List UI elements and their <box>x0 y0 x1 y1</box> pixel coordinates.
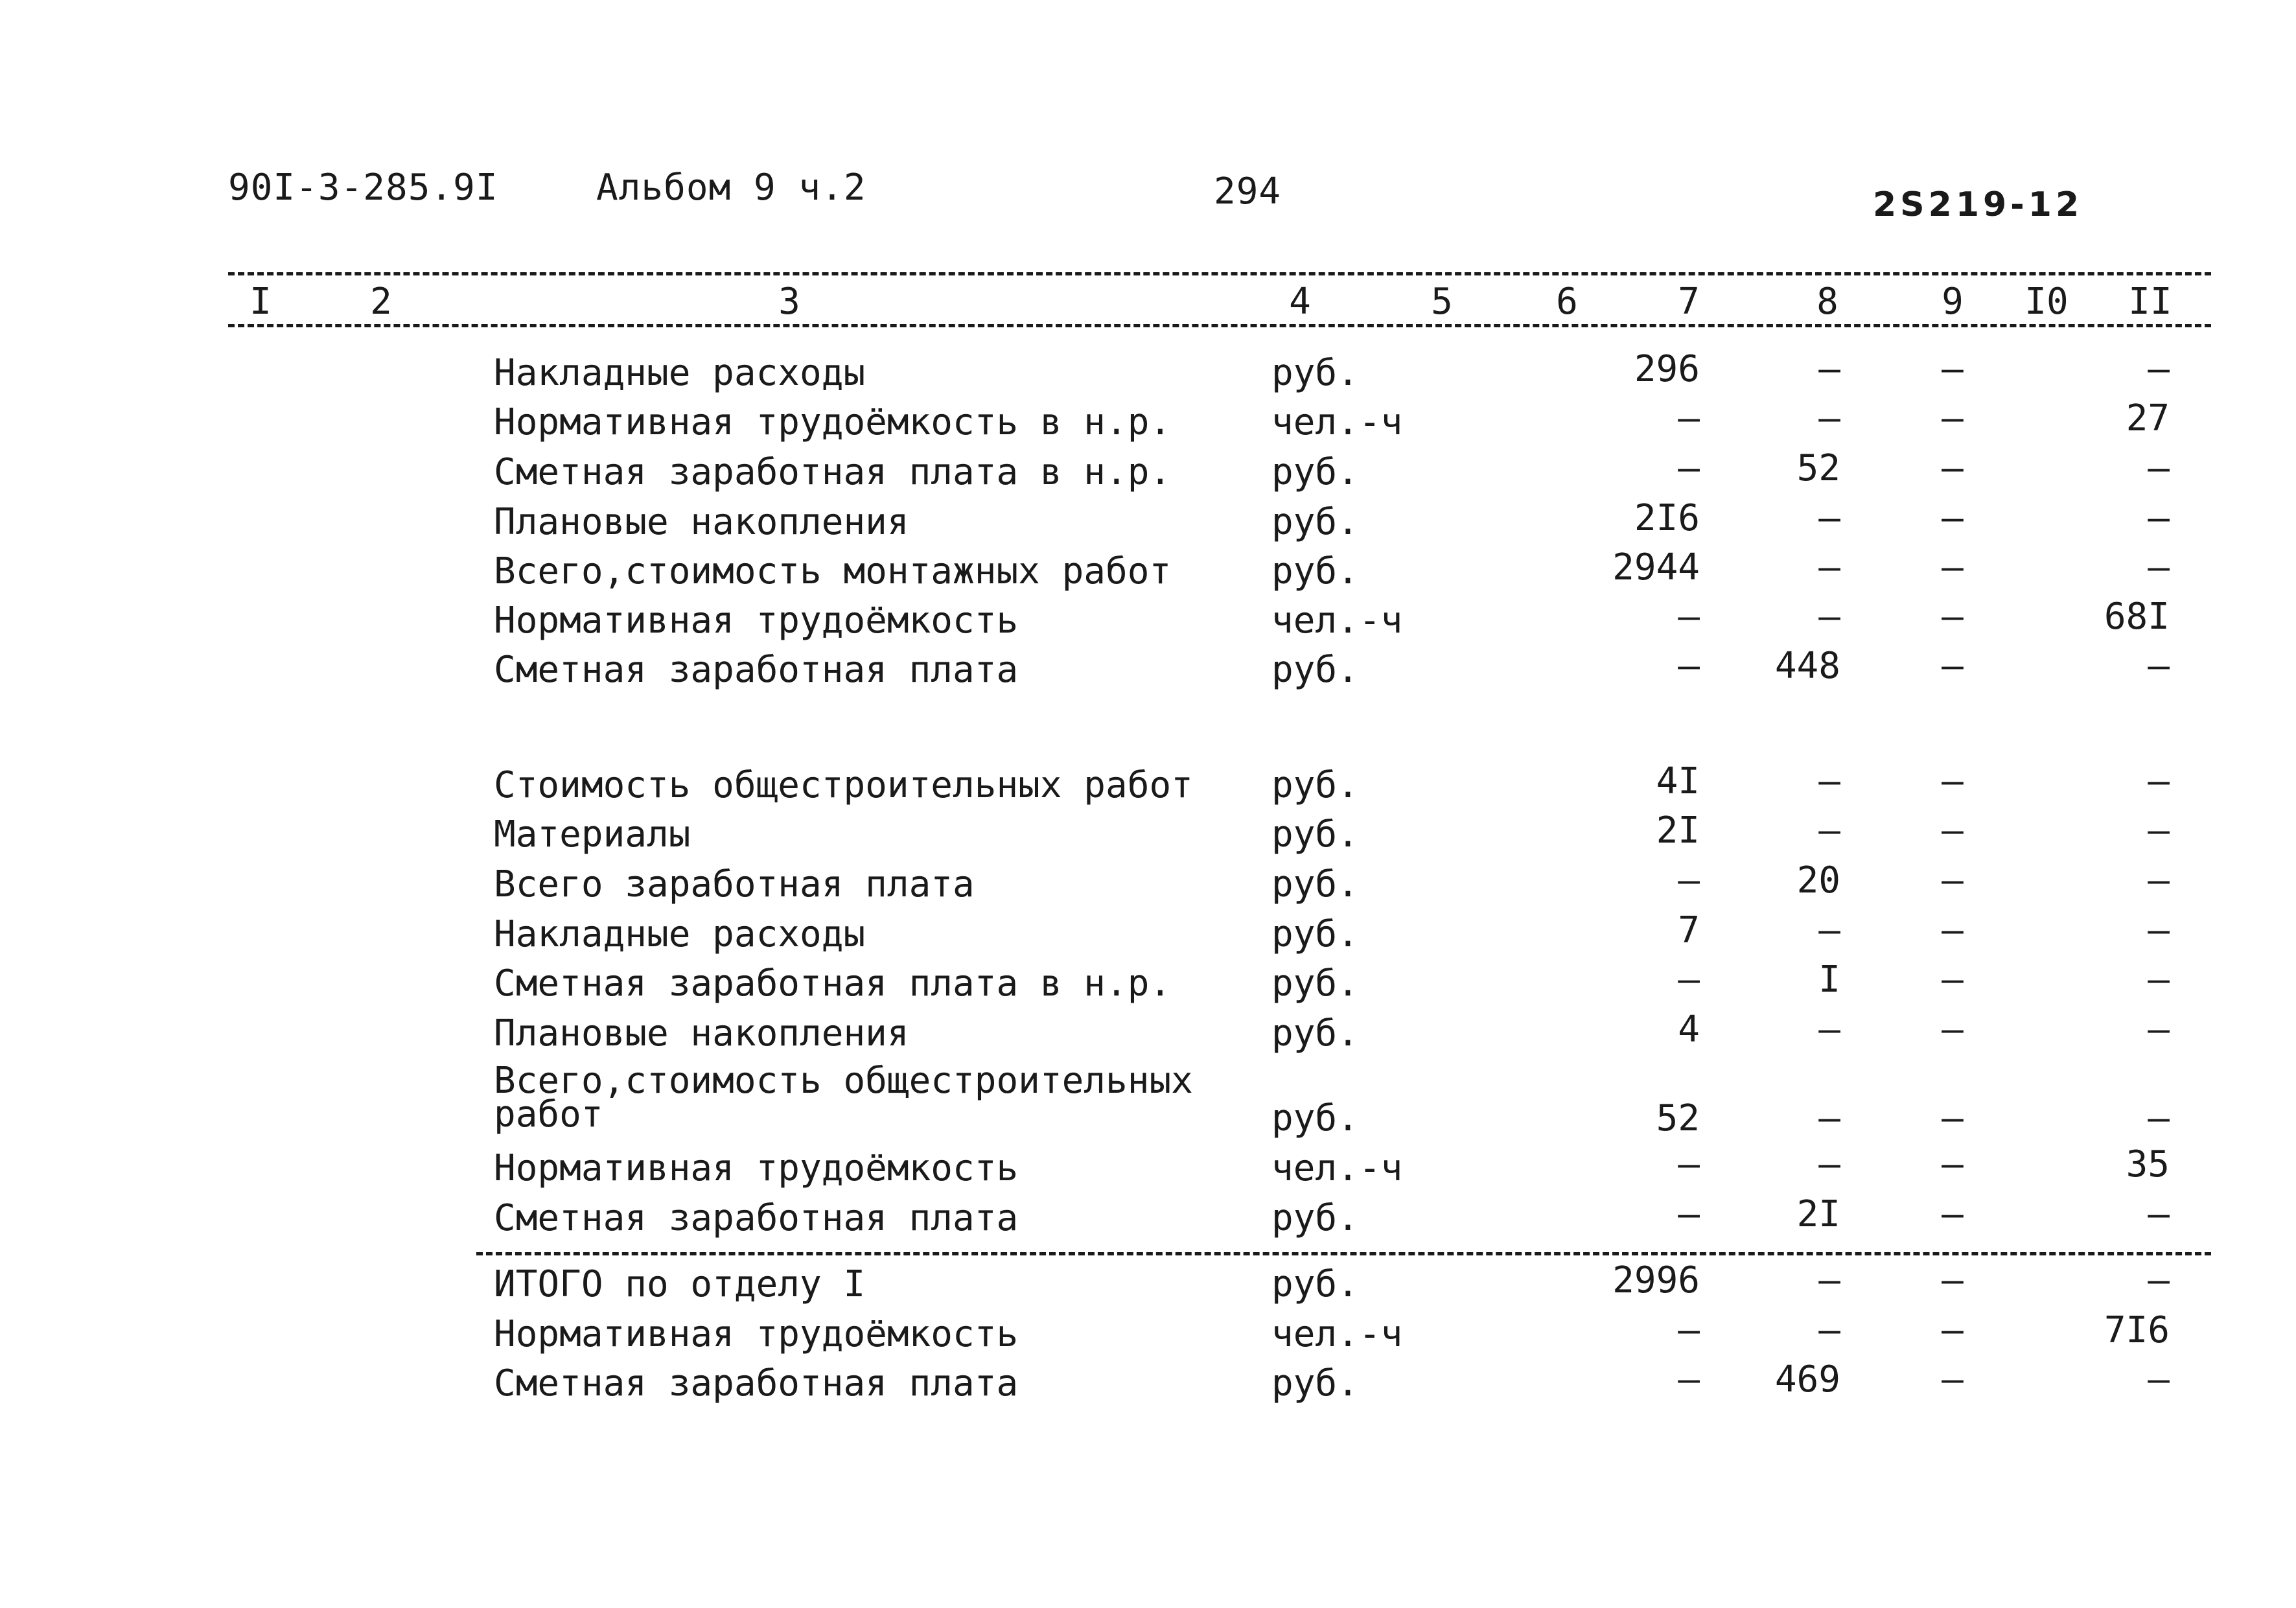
row-col11: – <box>2148 1193 2170 1235</box>
row-name: Плановые накопления <box>494 501 909 543</box>
table-row <box>0 1008 2296 1065</box>
row-col8: 469 <box>1774 1358 1840 1401</box>
row-col7: – <box>1678 859 1700 902</box>
row-unit: руб. <box>1271 550 1359 592</box>
row-col11: – <box>2148 810 2170 852</box>
row-col8: 2I <box>1796 1193 1840 1235</box>
row-unit: руб. <box>1271 863 1359 905</box>
row-col9: – <box>1942 909 1964 951</box>
row-col7: – <box>1678 397 1700 439</box>
column-number-9: 9 <box>1942 281 1964 323</box>
row-unit: чел.-ч <box>1271 1147 1403 1189</box>
row-col11: – <box>2148 909 2170 951</box>
table-row <box>0 447 2296 504</box>
row-col11: – <box>2148 1259 2170 1301</box>
column-number-7: 7 <box>1678 281 1700 323</box>
row-col11: – <box>2148 645 2170 687</box>
row-unit: руб. <box>1271 813 1359 856</box>
table-row <box>0 959 2296 1015</box>
row-col8: – <box>1818 760 1840 802</box>
row-col8: – <box>1818 397 1840 439</box>
column-number-8: 8 <box>1816 281 1838 323</box>
table-row <box>0 397 2296 454</box>
row-col7: – <box>1678 1309 1700 1351</box>
row-col8: 52 <box>1796 447 1840 489</box>
row-col8: I <box>1818 959 1840 1001</box>
row-name-line-1: Всего,стоимость общестроительных <box>494 1060 1193 1102</box>
row-name: Нормативная трудоёмкость <box>494 1313 1019 1355</box>
row-name <box>494 1060 1193 1136</box>
row-col9: – <box>1942 546 1964 588</box>
row-unit: руб. <box>1271 451 1359 493</box>
row-col7: – <box>1678 447 1700 489</box>
column-number-5: 5 <box>1431 281 1453 323</box>
page-number: 294 <box>1214 170 1282 213</box>
row-name: Сметная заработная плата <box>494 1197 1019 1239</box>
row-col9: – <box>1942 397 1964 439</box>
column-number-10: I0 <box>2024 281 2069 323</box>
row-col9: – <box>1942 1358 1964 1401</box>
row-col8: – <box>1818 1259 1840 1301</box>
row-col7: 2996 <box>1612 1259 1700 1301</box>
table-row <box>0 859 2296 916</box>
column-number-1: I <box>249 281 272 323</box>
row-col8: – <box>1818 497 1840 539</box>
row-name: Накладные расходы <box>494 913 866 955</box>
row-name: Сметная заработная плата <box>494 1362 1019 1404</box>
row-name: ИТОГО по отделу I <box>494 1263 866 1305</box>
row-col9: – <box>1942 447 1964 489</box>
row-col7: – <box>1678 1143 1700 1185</box>
table-row <box>0 1259 2296 1316</box>
row-col7: – <box>1678 596 1700 638</box>
row-col11: – <box>2148 1358 2170 1401</box>
table-row <box>0 1358 2296 1415</box>
total-separator-rule <box>476 1252 2211 1255</box>
row-col11: – <box>2148 859 2170 902</box>
row-col9: – <box>1942 810 1964 852</box>
row-col9: – <box>1942 1259 1964 1301</box>
sheet-code: 2S219-12 <box>1873 185 2083 224</box>
row-col11: – <box>2148 447 2170 489</box>
row-name: Всего заработная плата <box>494 863 975 905</box>
row-unit: руб. <box>1271 764 1359 806</box>
row-name: Всего,стоимость монтажных работ <box>494 550 1172 592</box>
row-unit: руб. <box>1271 1012 1359 1055</box>
row-name: Сметная заработная плата <box>494 649 1019 691</box>
row-col9: – <box>1942 1008 1964 1051</box>
row-unit: руб. <box>1271 913 1359 955</box>
row-col11: – <box>2148 546 2170 588</box>
header-rule-top <box>228 272 2211 275</box>
row-col8: – <box>1818 348 1840 390</box>
row-col8: – <box>1818 546 1840 588</box>
row-col9: – <box>1942 497 1964 539</box>
row-name: Нормативная трудоёмкость <box>494 1147 1019 1189</box>
row-unit: руб. <box>1271 1197 1359 1239</box>
row-col9: – <box>1942 1193 1964 1235</box>
column-number-3: 3 <box>778 281 800 323</box>
row-unit: руб. <box>1271 501 1359 543</box>
row-name: Плановые накопления <box>494 1012 909 1055</box>
row-col7: 52 <box>1656 1097 1700 1139</box>
row-col9: – <box>1942 1097 1964 1139</box>
row-unit: руб. <box>1271 962 1359 1005</box>
row-col8: – <box>1818 909 1840 951</box>
row-col8: – <box>1818 1309 1840 1351</box>
row-unit: чел.-ч <box>1271 1313 1403 1355</box>
row-name-line-2: работ <box>494 1093 603 1136</box>
row-col9: – <box>1942 348 1964 390</box>
row-name: Сметная заработная плата в н.р. <box>494 451 1172 493</box>
row-col7: – <box>1678 645 1700 687</box>
row-col7: – <box>1678 1193 1700 1235</box>
row-name: Накладные расходы <box>494 352 866 394</box>
row-col7: 2I <box>1656 810 1700 852</box>
row-col11: – <box>2148 348 2170 390</box>
document-number: 90I-3-285.9I <box>228 167 498 209</box>
column-number-6: 6 <box>1556 281 1578 323</box>
row-col9: – <box>1942 596 1964 638</box>
column-number-4: 4 <box>1289 281 1311 323</box>
row-col11: 68I <box>2104 596 2170 638</box>
row-col8: – <box>1818 596 1840 638</box>
row-col7: 2I6 <box>1634 497 1700 539</box>
row-col9: – <box>1942 959 1964 1001</box>
row-col7: 2944 <box>1612 546 1700 588</box>
row-name: Нормативная трудоёмкость <box>494 600 1019 642</box>
table-row <box>0 1193 2296 1250</box>
row-unit: руб. <box>1271 649 1359 691</box>
row-col11: – <box>2148 1097 2170 1139</box>
row-unit: руб. <box>1271 1362 1359 1404</box>
row-col7: 7 <box>1678 909 1700 951</box>
row-col7: – <box>1678 1358 1700 1401</box>
row-col9: – <box>1942 859 1964 902</box>
row-col11: – <box>2148 497 2170 539</box>
row-col11: – <box>2148 1008 2170 1051</box>
row-col8: – <box>1818 1143 1840 1185</box>
row-col7: 4I <box>1656 760 1700 802</box>
album-label: Альбом 9 ч.2 <box>596 167 866 209</box>
row-unit: руб. <box>1271 1097 1359 1139</box>
row-col8: 448 <box>1774 645 1840 687</box>
row-name: Материалы <box>494 813 691 856</box>
row-col7: 296 <box>1634 348 1700 390</box>
row-col9: – <box>1942 760 1964 802</box>
row-unit: руб. <box>1271 352 1359 394</box>
table-row <box>0 1143 2296 1200</box>
column-number-11: II <box>2128 281 2172 323</box>
row-col9: – <box>1942 1143 1964 1185</box>
row-col7: – <box>1678 959 1700 1001</box>
row-name: Нормативная трудоёмкость в н.р. <box>494 401 1172 443</box>
row-col11: 35 <box>2126 1143 2170 1185</box>
row-name: Стоимость общестроительных работ <box>494 764 1193 806</box>
table-row <box>0 1060 2296 1148</box>
row-col11: 7I6 <box>2104 1309 2170 1351</box>
row-col8: – <box>1818 1097 1840 1139</box>
column-number-2: 2 <box>370 281 392 323</box>
header-rule-bottom <box>228 324 2211 327</box>
row-unit: руб. <box>1271 1263 1359 1305</box>
row-col8: – <box>1818 1008 1840 1051</box>
row-name: Сметная заработная плата в н.р. <box>494 962 1172 1005</box>
row-col8: 20 <box>1796 859 1840 902</box>
table-row <box>0 810 2296 866</box>
row-col8: – <box>1818 810 1840 852</box>
row-unit: чел.-ч <box>1271 600 1403 642</box>
row-col7: 4 <box>1678 1008 1700 1051</box>
row-col9: – <box>1942 645 1964 687</box>
row-unit: чел.-ч <box>1271 401 1403 443</box>
row-col11: 27 <box>2126 397 2170 439</box>
row-col11: – <box>2148 959 2170 1001</box>
row-col9: – <box>1942 1309 1964 1351</box>
table-row <box>0 645 2296 701</box>
row-col11: – <box>2148 760 2170 802</box>
